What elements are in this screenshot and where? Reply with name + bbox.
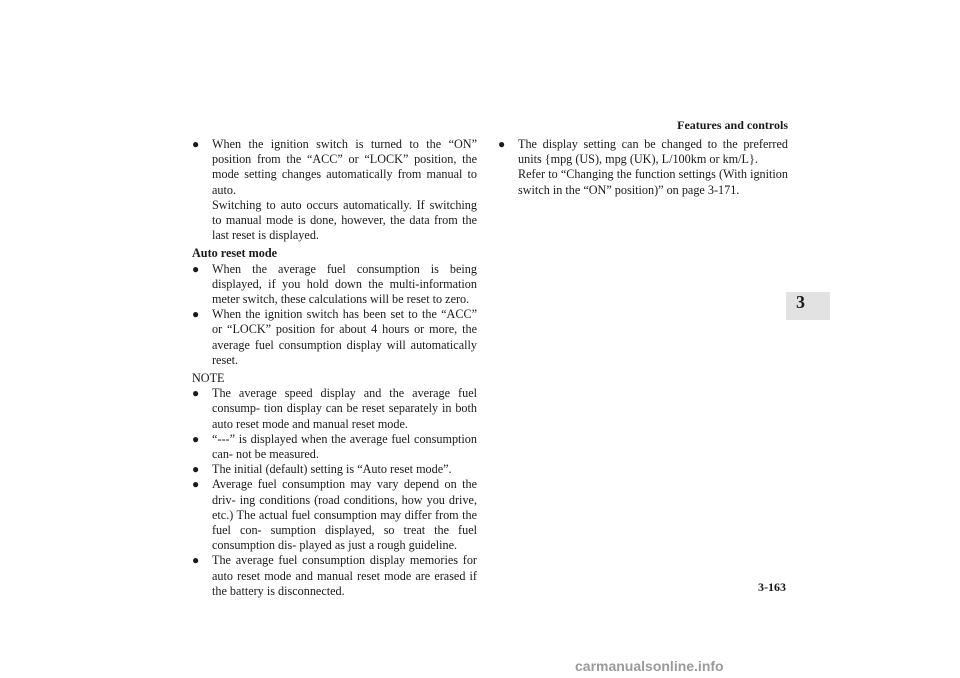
list-item <box>192 307 477 368</box>
bullet-icon: ● <box>192 553 200 568</box>
page-number: 3-163 <box>758 580 786 594</box>
paragraph: Refer to “Changing the function settings (With ignition switch in the “ON” position)” on page 3-171. <box>518 167 788 197</box>
watermark: carmanualsonline.info <box>575 658 724 674</box>
note-label: NOTE <box>192 371 225 386</box>
bullet-icon: ● <box>498 137 506 151</box>
paragraph: The average fuel consumption display memories for auto reset mode and manual reset mode are erased if the battery is disconnected. <box>212 553 477 598</box>
bullet-icon: ● <box>192 137 200 151</box>
bullet-icon: ● <box>192 261 200 276</box>
running-header: Features and controls <box>677 118 788 132</box>
list-item <box>498 137 788 198</box>
bullet-icon: ● <box>192 386 200 401</box>
list-item <box>192 553 477 599</box>
paragraph: Average fuel consumption may vary depend on the driv- ing conditions (road conditions, how you drive, etc.) The actual fuel consumption may differ from the fuel con- sumption displayed, so treat the fuel consumption dis- played as just a rough guideline. <box>212 477 477 553</box>
list-item <box>192 477 477 553</box>
paragraph: When the ignition switch has been set to the “ACC” or “LOCK” position for about 4 hours or more, the average fuel consumption display will automatically reset. <box>212 307 477 367</box>
list-item <box>192 262 477 308</box>
paragraph: The initial (default) setting is “Auto reset mode”. <box>212 462 452 477</box>
section-heading: Auto reset mode <box>192 246 278 261</box>
paragraph: When the ignition switch is turned to the “ON” position from the “ACC” or “LOCK” position, the mode setting changes automatically from manual to auto. <box>212 137 477 197</box>
paragraph: The display setting can be changed to the preferred units {mpg (US), mpg (UK), L/100km or km/L}. <box>518 137 788 167</box>
left-column <box>192 137 477 599</box>
bullet-icon: ● <box>192 462 200 477</box>
right-column <box>498 137 788 198</box>
list-item <box>192 432 477 462</box>
bullet-icon: ● <box>192 431 200 446</box>
bullet-icon: ● <box>192 477 200 492</box>
paragraph: Switching to auto occurs automatically. If switching to manual mode is done, however, the data from the last reset is displayed. <box>212 197 477 243</box>
list-item <box>192 386 477 432</box>
chapter-number: 3 <box>796 292 805 312</box>
paragraph: When the average fuel consumption is being displayed, if you hold down the multi-information meter switch, these calculations will be reset to zero. <box>212 261 477 307</box>
chapter-tab <box>786 292 830 320</box>
list-item <box>192 462 477 477</box>
paragraph: “---” is displayed when the average fuel consumption can- not be measured. <box>212 431 477 462</box>
paragraph: The average speed display and the average fuel consump- tion display can be reset separately in both auto reset mode and manual reset mode. <box>212 386 477 431</box>
list-item <box>192 137 477 243</box>
bullet-icon: ● <box>192 307 200 322</box>
